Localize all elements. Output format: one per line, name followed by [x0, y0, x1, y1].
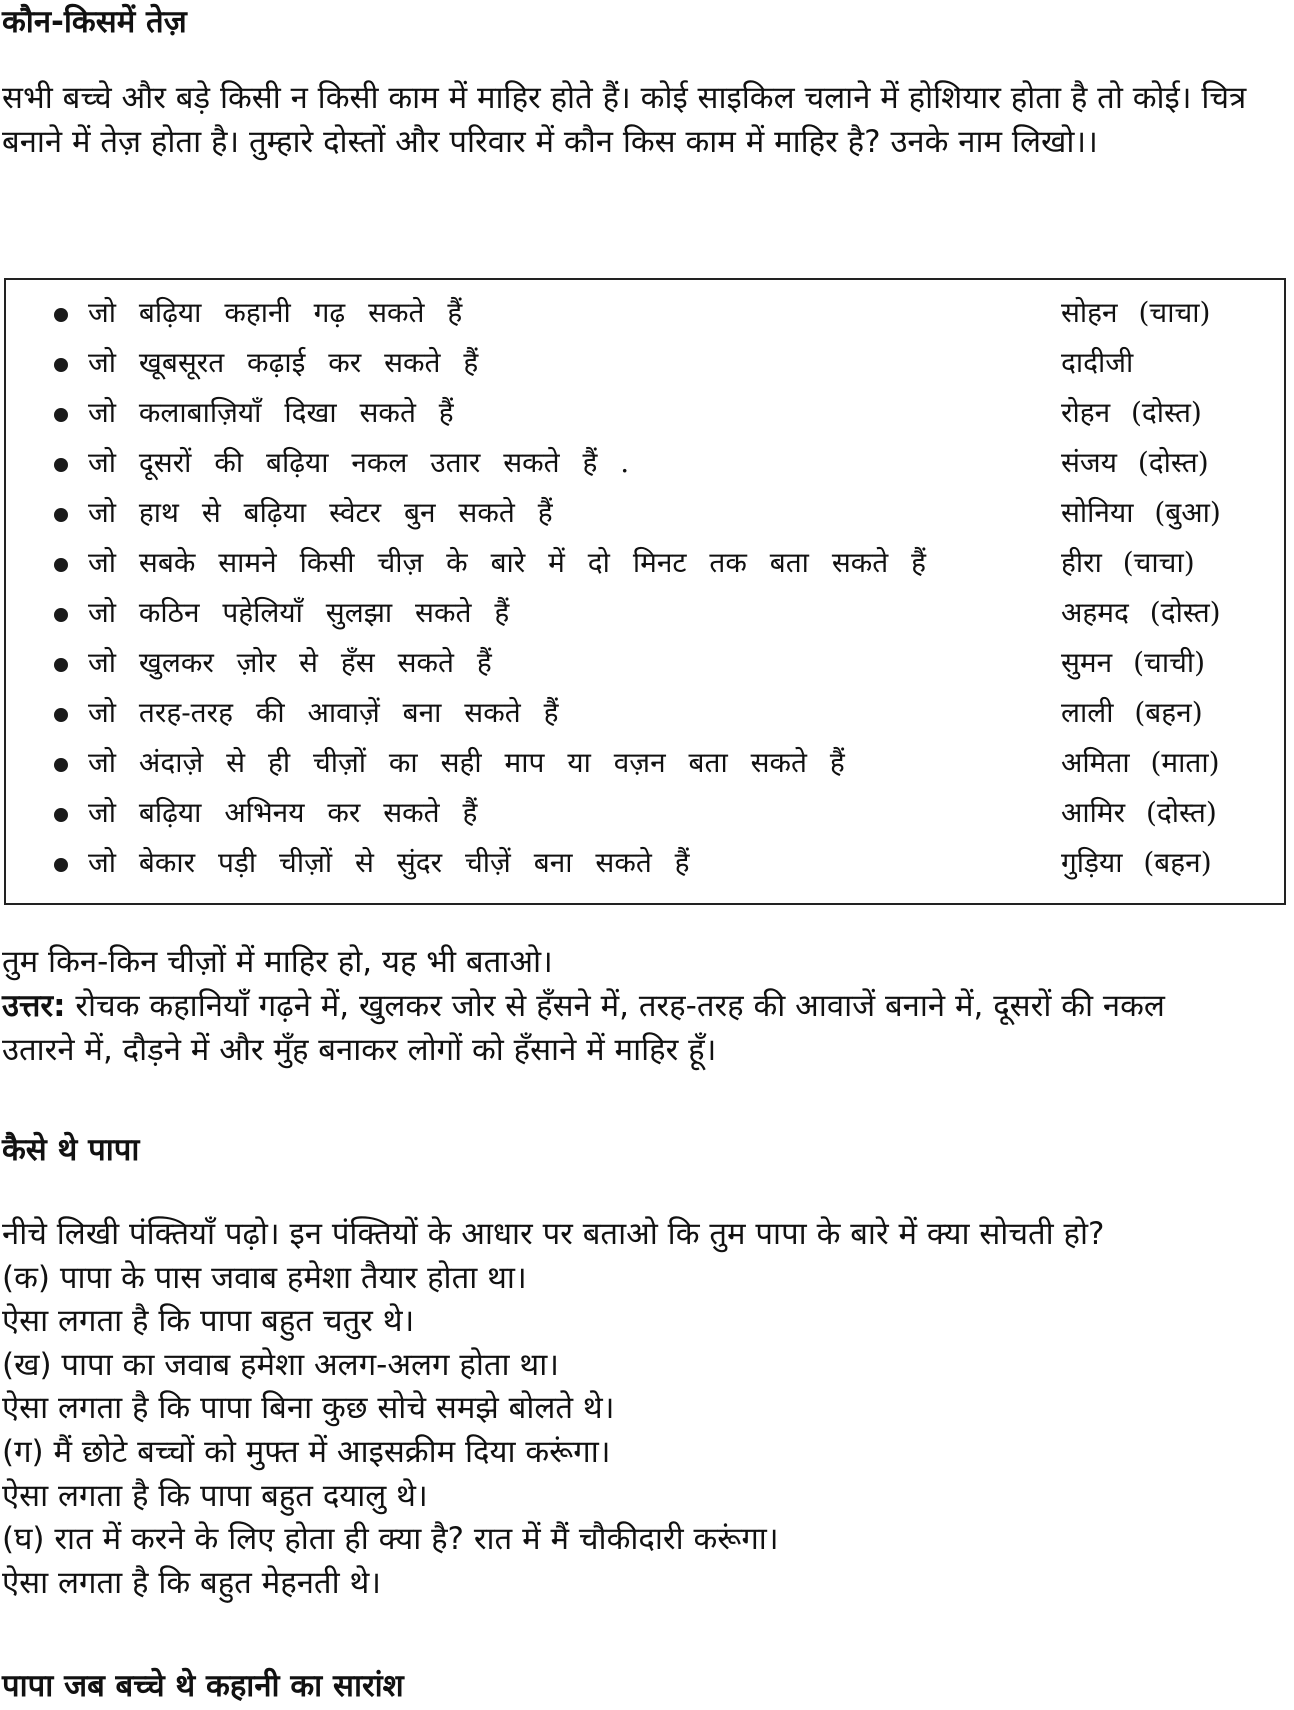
- activity-cell: जो बढ़िया कहानी गढ़ सकते हैं: [88, 296, 463, 329]
- activity-cell: जो बढ़िया अभिनय कर सकते हैं: [88, 796, 478, 829]
- table-row: [6, 438, 1284, 488]
- activity-cell: जो तरह-तरह की आवाज़ें बना सकते हैं: [88, 696, 559, 729]
- answer-text: रोचक कहानियाँ गढ़ने में, खुलकर जोर से हँसने में, तरह-तरह की आवाजें बनाने में, दूसरों की नकल: [65, 988, 1165, 1024]
- table-row: [6, 538, 1284, 588]
- table-row: [6, 638, 1284, 688]
- text-line: (क) पापा के पास जवाब हमेशा तैयार होता था।: [2, 1259, 527, 1296]
- bullet-icon: [54, 408, 68, 422]
- answer-label: उत्तर:: [2, 988, 66, 1024]
- bullet-icon: [54, 358, 68, 372]
- answer-line: उतारने में, दौड़ने में और मुँह बनाकर लोगों को हँसाने में माहिर हूँ।: [2, 1032, 717, 1068]
- person-cell: सोनिया (बुआ): [1061, 496, 1221, 529]
- bullet-icon: [54, 308, 68, 322]
- person-cell: हीरा (चाचा): [1061, 546, 1195, 579]
- person-cell: संजय (दोस्त): [1061, 446, 1209, 479]
- intro-paragraph: सभी बच्चे और बड़े किसी न किसी काम में माहिर होते हैं। कोई साइकिल चलाने में होशियार होता है तो कोई। चित्र बनाने में तेज़ होता है। तुम्हारे दोस्तों और परिवार में कौन किस काम में माहिर है? उनके नाम लिखो।।: [2, 80, 1247, 160]
- text-line: (घ) रात में करने के लिए होता ही क्या है? रात में मैं चौकीदारी करूंगा।: [2, 1521, 779, 1558]
- person-cell: अमिता (माता): [1061, 746, 1220, 779]
- table-row: [6, 488, 1284, 538]
- question-prompt: तुम किन-किन चीज़ों में माहिर हो, यह भी बताओ।: [2, 944, 553, 980]
- table-row: [6, 288, 1284, 338]
- papa-lines-block: [2, 1213, 1288, 1605]
- activity-cell: जो अंदाज़े से ही चीज़ों का सही माप या वज़न बता सकते हैं: [88, 746, 845, 779]
- activity-cell: जो खुलकर ज़ोर से हँस सकते हैं: [88, 646, 492, 679]
- bullet-icon: [54, 558, 68, 572]
- person-cell: अहमद (दोस्त): [1061, 596, 1221, 629]
- table-row: [6, 838, 1284, 888]
- activity-cell: जो खूबसूरत कढ़ाई कर सकते हैं: [88, 346, 479, 379]
- table-row: [6, 338, 1284, 388]
- bullet-icon: [54, 658, 68, 672]
- bullet-icon: [54, 708, 68, 722]
- text-line: (ग) मैं छोटे बच्चों को मुफ्त में आइसक्रीम दिया करूंगा।: [2, 1433, 611, 1470]
- bullet-icon: [54, 808, 68, 822]
- activity-cell: जो हाथ से बढ़िया स्वेटर बुन सकते हैं: [88, 496, 553, 529]
- text-line: (ख) पापा का जवाब हमेशा अलग-अलग होता था।: [2, 1346, 559, 1383]
- table-row: [6, 588, 1284, 638]
- activity-cell: जो सबके सामने किसी चीज़ के बारे में दो मिनट तक बता सकते हैं: [88, 546, 926, 579]
- person-cell: गुड़िया (बहन): [1061, 846, 1212, 879]
- section-title-saransh: पापा जब बच्चे थे कहानी का सारांश: [2, 1668, 404, 1704]
- person-cell: दादीजी: [1061, 346, 1134, 379]
- section-title-kaun-kisme-tez: कौन-किसमें तेज़: [2, 4, 187, 40]
- activity-cell: जो कठिन पहेलियाँ सुलझा सकते हैं: [88, 596, 510, 629]
- activity-cell: जो दूसरों की बढ़िया नकल उतार सकते हैं .: [88, 446, 630, 479]
- bullet-icon: [54, 858, 68, 872]
- section-title-kaise-the-papa: कैसे थे पापा: [2, 1132, 140, 1168]
- table-row: [6, 738, 1284, 788]
- person-cell: सुमन (चाची): [1061, 646, 1206, 679]
- text-line: ऐसा लगता है कि पापा बहुत दयालु थे।: [2, 1477, 428, 1514]
- text-line: ऐसा लगता है कि पापा बिना कुछ सोचे समझे बोलते थे।: [2, 1390, 615, 1427]
- answer-line: [2, 984, 1288, 1028]
- table-row: [6, 388, 1284, 438]
- table-row: [6, 688, 1284, 738]
- person-cell: सोहन (चाचा): [1061, 296, 1211, 329]
- text-line: नीचे लिखी पंक्तियाँ पढ़ो। इन पंक्तियों के आधार पर बताओ कि तुम पापा के बारे में क्या सोचती हो?: [2, 1216, 1105, 1252]
- activity-cell: जो बेकार पड़ी चीज़ों से सुंदर चीज़ें बना सकते हैं: [88, 846, 690, 879]
- bullet-icon: [54, 458, 68, 472]
- text-line: ऐसा लगता है कि बहुत मेहनती थे।: [2, 1564, 382, 1601]
- table-row: [6, 788, 1284, 838]
- person-cell: आमिर (दोस्त): [1061, 796, 1217, 829]
- text-line: ऐसा लगता है कि पापा बहुत चतुर थे।: [2, 1303, 415, 1340]
- person-cell: लाली (बहन): [1061, 696, 1203, 729]
- bullet-icon: [54, 758, 68, 772]
- bullet-icon: [54, 508, 68, 522]
- question-answer-block: [2, 940, 1288, 1072]
- person-cell: रोहन (दोस्त): [1061, 396, 1202, 429]
- bullet-icon: [54, 608, 68, 622]
- skills-table: [4, 278, 1286, 905]
- activity-cell: जो कलाबाज़ियाँ दिखा सकते हैं: [88, 396, 454, 429]
